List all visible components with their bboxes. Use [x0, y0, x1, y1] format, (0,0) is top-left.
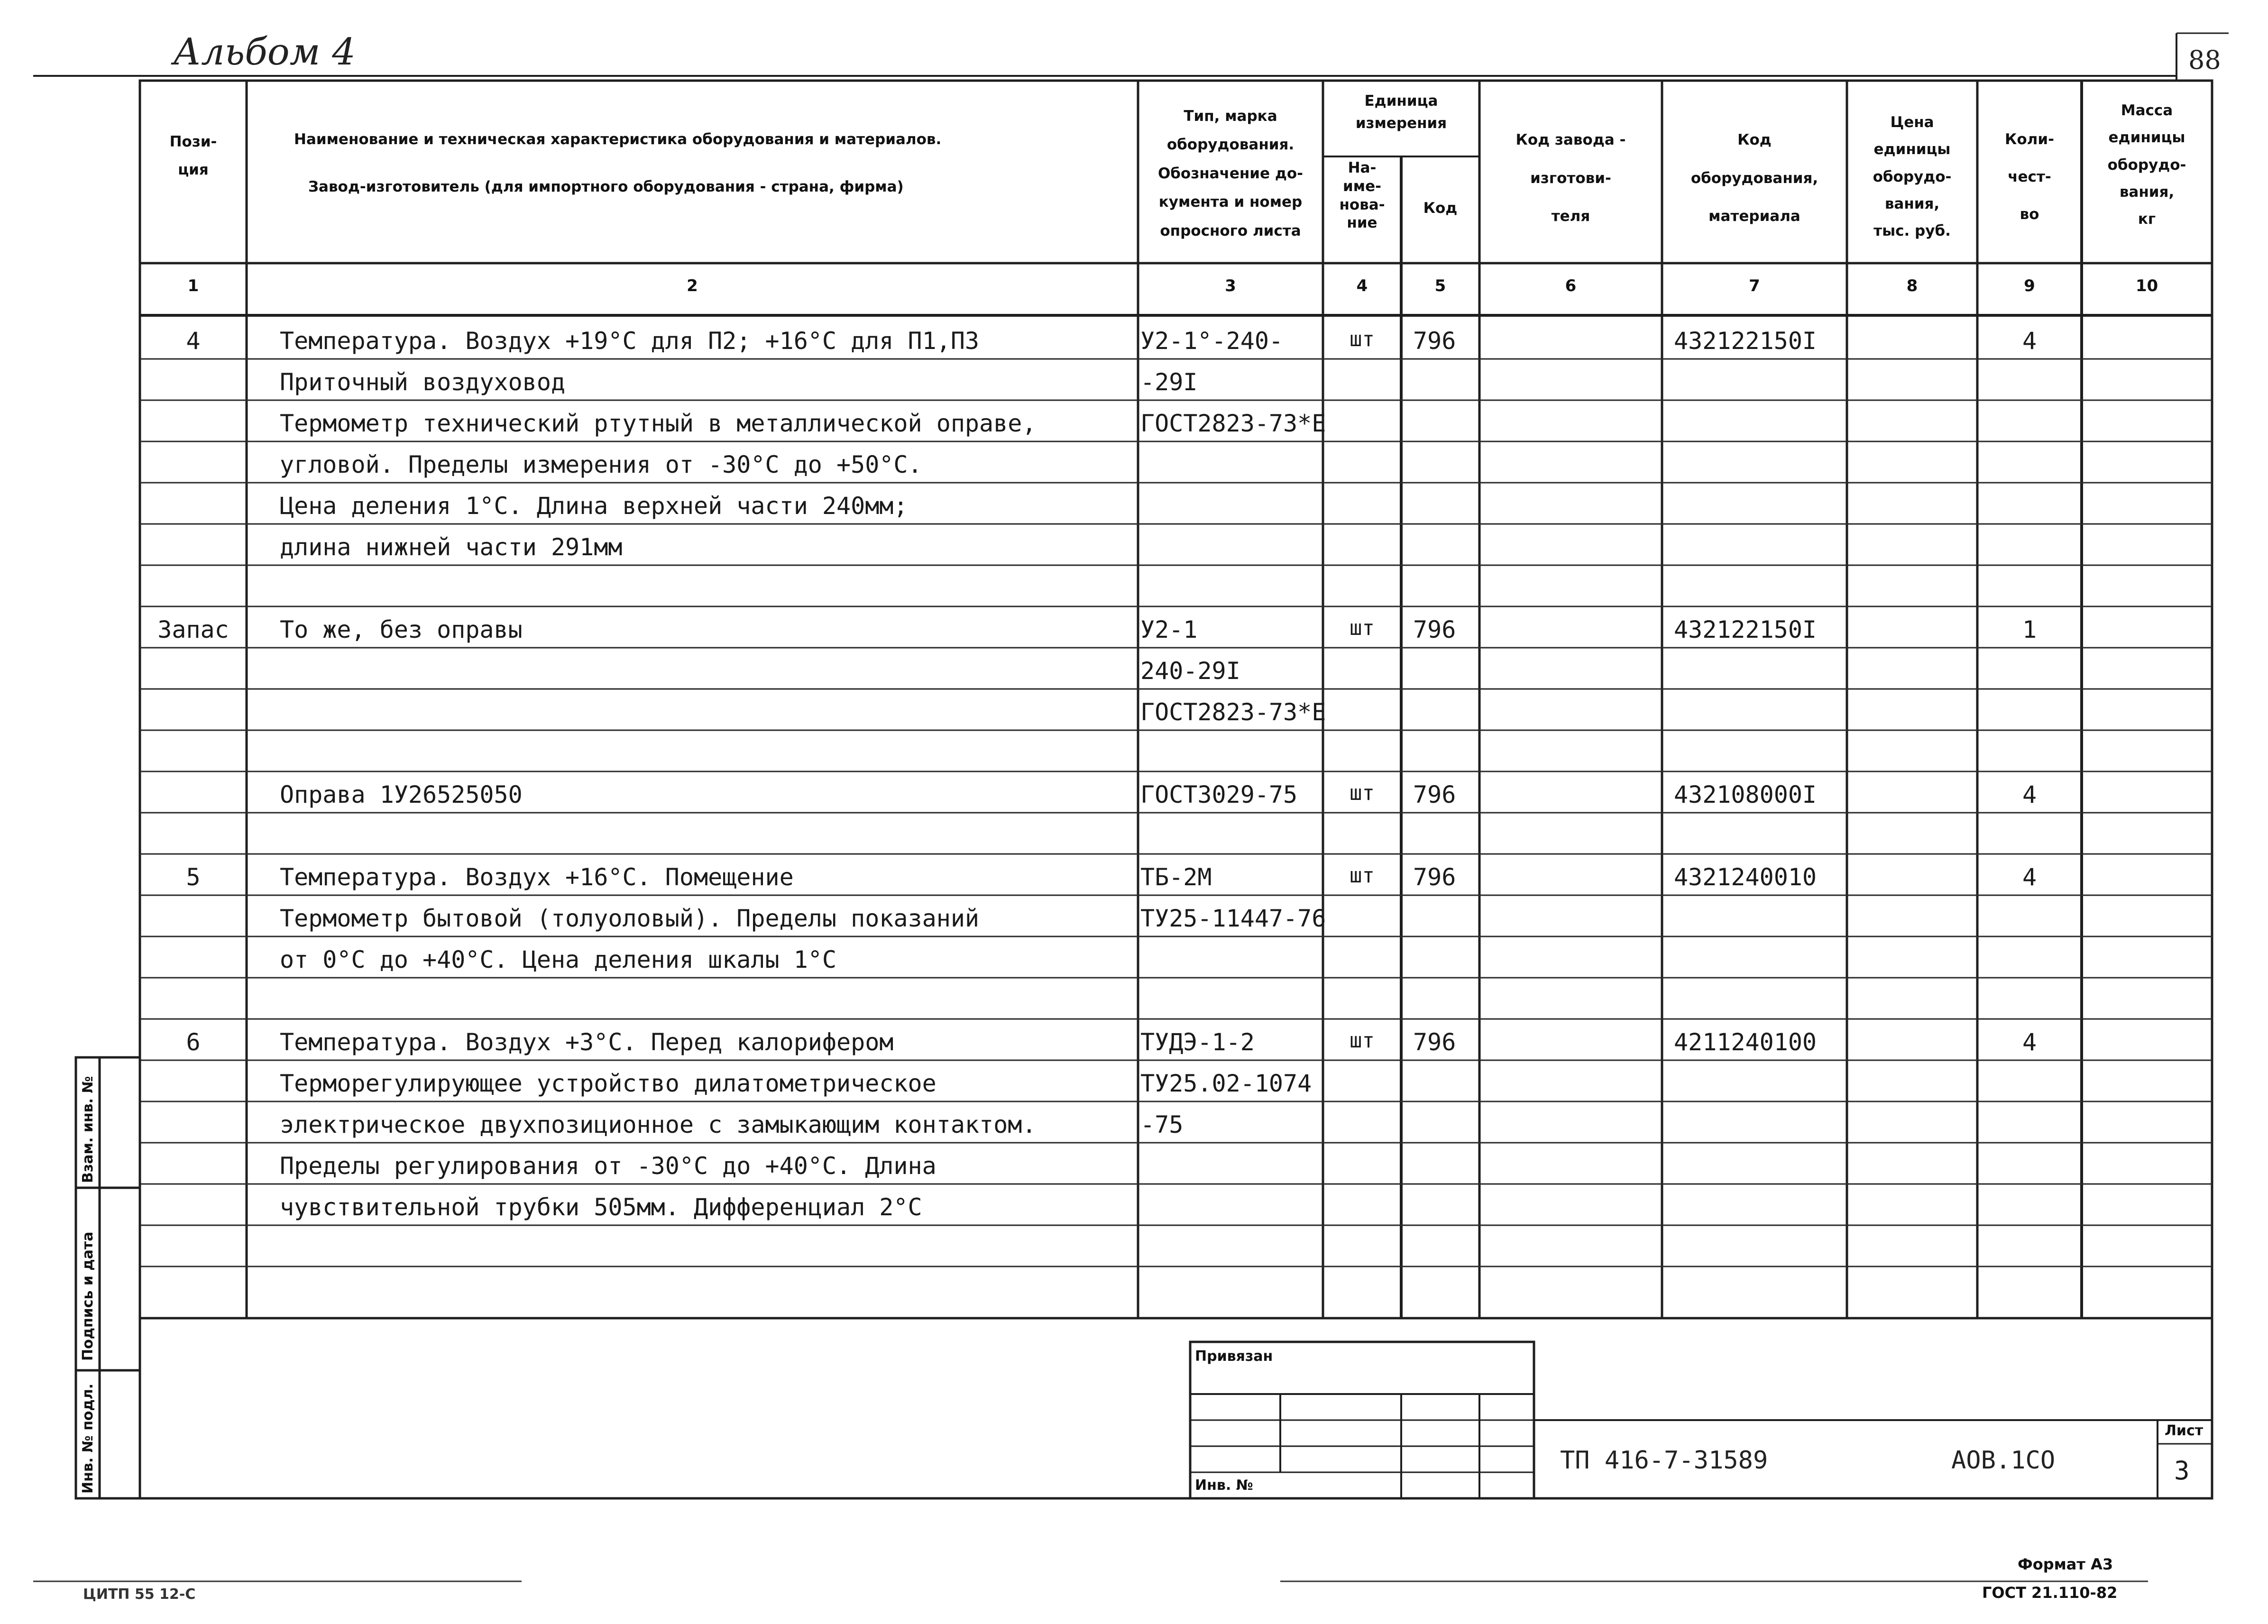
list-number: 3 — [2174, 1456, 2190, 1486]
column-number-9: 9 — [2024, 276, 2035, 295]
footer-format: Формат А3 — [2018, 1555, 2113, 1573]
cell-name: То же, без оправы — [280, 616, 523, 643]
cell-unit-name: шт — [1350, 863, 1375, 888]
cell-unit-name: шт — [1350, 616, 1375, 640]
cell-type: ТУДЭ-1-2 — [1140, 1028, 1255, 1056]
cell-unit-code: 796 — [1413, 1028, 1456, 1056]
column-number-5: 5 — [1434, 276, 1446, 295]
list-label: Лист — [2165, 1422, 2204, 1439]
cell-name: чувствительной трубки 505мм. Дифференциал 2°С — [280, 1193, 922, 1221]
cell-type: ГОСТ2823-73*Е — [1140, 410, 1326, 437]
header-quantity: Коли- чест- во — [2005, 131, 2054, 223]
sheet-code: АОВ.1СО — [1951, 1446, 2056, 1475]
cell-name: Пределы регулирования от -30°С до +40°С. Длина — [280, 1152, 937, 1180]
side-vzam-inv: Взам. инв. № — [80, 1076, 96, 1183]
title-inv-no: Инв. № — [1195, 1477, 1253, 1494]
cell-unit-code: 796 — [1413, 781, 1456, 808]
header-unit-code: Код — [1423, 200, 1458, 217]
cell-unit-code: 796 — [1413, 327, 1456, 355]
album-label: Альбом 4 — [173, 31, 356, 73]
header-unit-price: Цена единицы оборудо- вания, тыс. руб. — [1873, 114, 1952, 240]
cell-position: 5 — [186, 863, 201, 891]
header-position: Пози- ция — [169, 133, 217, 178]
cell-equipment-code: 4321240010 — [1674, 863, 1817, 891]
footer-gost: ГОСТ 21.110-82 — [1982, 1584, 2118, 1602]
cell-unit-code: 796 — [1413, 616, 1456, 643]
header-equipment-code: Код оборудования, материала — [1690, 131, 1818, 225]
cell-name: Приточный воздуховод — [280, 368, 566, 396]
cell-equipment-code: 4211240100 — [1674, 1028, 1817, 1056]
header-name-line2: Завод-изготовитель (для импортного оборудования - страна, фирма) — [308, 178, 904, 195]
cell-type: -75 — [1140, 1111, 1184, 1138]
header-unit-name: На- име- нова- ние — [1339, 159, 1385, 232]
header-unit-mass: Масса единицы оборудо- вания, кг — [2107, 102, 2186, 228]
document-code: ТП 416-7-31589 — [1560, 1446, 1768, 1475]
cell-name: электрическое двухпозиционное с замыкающим контактом. — [280, 1111, 1037, 1138]
cell-name: Температура. Воздух +19°С для П2; +16°С для П1,П3 — [280, 327, 980, 355]
cell-type: 240-29I — [1140, 657, 1240, 685]
cell-name: Температура. Воздух +16°С. Помещение — [280, 863, 794, 891]
column-number-2: 2 — [687, 276, 698, 295]
cell-unit-name: шт — [1350, 1028, 1375, 1053]
cell-position: 6 — [186, 1028, 201, 1056]
column-number-7: 7 — [1749, 276, 1760, 295]
cell-quantity: 4 — [2022, 781, 2037, 808]
column-number-3: 3 — [1225, 276, 1236, 295]
cell-quantity: 4 — [2022, 863, 2037, 891]
column-number-10: 10 — [2135, 276, 2158, 295]
cell-type: -29I — [1140, 368, 1198, 396]
cell-quantity: 4 — [2022, 1028, 2037, 1056]
cell-equipment-code: 432122150I — [1674, 327, 1817, 355]
cell-name: длина нижней части 291мм — [280, 533, 623, 561]
cell-quantity: 1 — [2022, 616, 2037, 643]
cell-position: 4 — [186, 327, 201, 355]
cell-name: Цена деления 1°С. Длина верхней части 240мм; — [280, 492, 908, 520]
footer-tsitp: ЦИТП 55 12-С — [83, 1586, 196, 1603]
cell-quantity: 4 — [2022, 327, 2037, 355]
column-number-1: 1 — [187, 276, 199, 295]
sheet-corner-number: 88 — [2188, 45, 2221, 75]
column-number-4: 4 — [1356, 276, 1368, 295]
cell-unit-code: 796 — [1413, 863, 1456, 891]
cell-position: Запас — [157, 616, 229, 643]
cell-equipment-code: 432108000I — [1674, 781, 1817, 808]
side-inv-podl: Инв. № подл. — [80, 1383, 96, 1494]
side-podpis-data: Подпись и дата — [80, 1231, 96, 1361]
header-name-line1: Наименование и техническая характеристика оборудования и материалов. — [294, 131, 942, 148]
column-number-8: 8 — [1906, 276, 1918, 295]
column-number-6: 6 — [1565, 276, 1577, 295]
cell-name: угловой. Пределы измерения от -30°С до +50°С. — [280, 451, 922, 478]
cell-name: Термометр технический ртутный в металлической оправе, — [280, 410, 1037, 437]
cell-name: Оправа 1У26525050 — [280, 781, 523, 808]
header-factory-code: Код завода - изготови- теля — [1515, 131, 1626, 225]
cell-type: ГОСТ2823-73*Е — [1140, 698, 1326, 726]
cell-unit-name: шт — [1350, 327, 1375, 351]
cell-name: Температура. Воздух +3°С. Перед калорифером — [280, 1028, 894, 1056]
cell-type: ТУ25.02-1074 — [1140, 1070, 1312, 1097]
cell-name: Термометр бытовой (толуоловый). Пределы показаний — [280, 905, 980, 932]
cell-name: от 0°С до +40°С. Цена деления шкалы 1°С — [280, 946, 836, 973]
cell-type: У2-1°-240- — [1140, 327, 1284, 355]
header-type: Тип, марка оборудования. Обозначение до- кумента и номер опросного листа — [1157, 108, 1304, 239]
title-privyazan: Привязан — [1195, 1348, 1273, 1365]
header-unit-group: Единица измерения — [1355, 92, 1447, 132]
cell-unit-name: шт — [1350, 781, 1375, 805]
cell-type: ТБ-2М — [1140, 863, 1212, 891]
cell-type: У2-1 — [1140, 616, 1198, 643]
cell-type: ТУ25-11447-76 — [1140, 905, 1326, 932]
cell-equipment-code: 432122150I — [1674, 616, 1817, 643]
cell-name: Терморегулирующее устройство дилатометрическое — [280, 1070, 937, 1097]
cell-type: ГОСТ3029-75 — [1140, 781, 1298, 808]
